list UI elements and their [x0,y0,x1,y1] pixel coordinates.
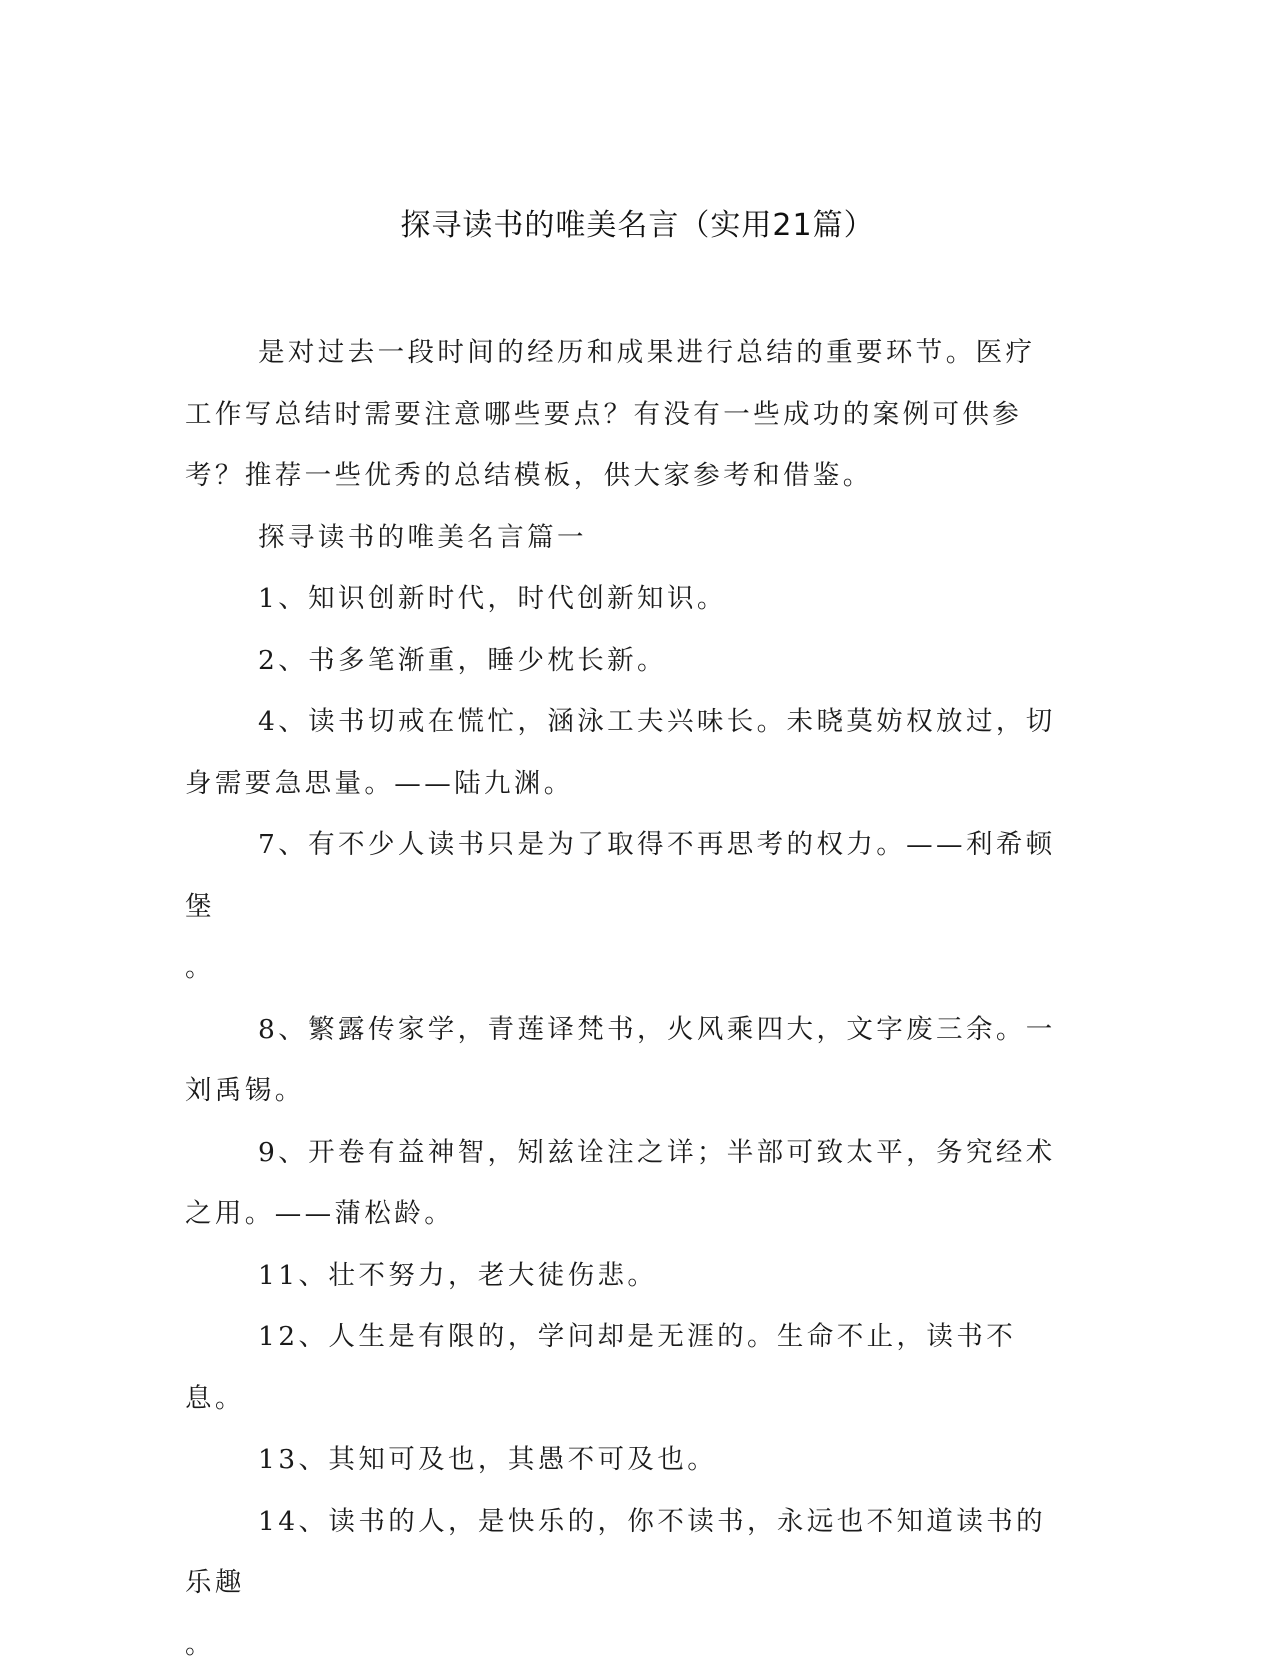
quote-item: 13、其知可及也，其愚不可及也。 [185,1429,1065,1491]
quote-item: 14、读书的人，是快乐的，你不读书，永远也不知道读书的乐趣 [185,1491,1065,1614]
quote-item: 1、知识创新时代，时代创新知识。 [185,568,1065,630]
quote-item: 4、读书切戒在慌忙，涵泳工夫兴味长。未晓莫妨权放过，切身需要急思量。——陆九渊。 [185,691,1065,814]
quote-item: 12、人生是有限的，学问却是无涯的。生命不止，读书不息。 [185,1306,1065,1429]
quote-item: 11、壮不努力，老大徒伤悲。 [185,1245,1065,1307]
document-title: 探寻读书的唯美名言（实用21篇） [0,206,1275,246]
quote-item: 8、繁露传家学，青莲译梵书，火风乘四大，文字废三余。一刘禹锡。 [185,999,1065,1122]
trailing-punctuation: 。 [185,937,1065,999]
quote-item: 7、有不少人读书只是为了取得不再思考的权力。——利希顿堡 [185,814,1065,937]
trailing-punctuation: 。 [185,1614,1065,1675]
quote-item: 2、书多笔渐重，睡少枕长新。 [185,630,1065,692]
section-heading: 探寻读书的唯美名言篇一 [185,507,1065,569]
quote-item: 9、开卷有益神智，矧兹诠注之详；半部可致太平，务究经术之用。——蒲松龄。 [185,1122,1065,1245]
document-body [185,322,1065,1675]
intro-paragraph: 是对过去一段时间的经历和成果进行总结的重要环节。医疗工作写总结时需要注意哪些要点？有没有一些成功的案例可供参考？推荐一些优秀的总结模板，供大家参考和借鉴。 [185,322,1065,507]
